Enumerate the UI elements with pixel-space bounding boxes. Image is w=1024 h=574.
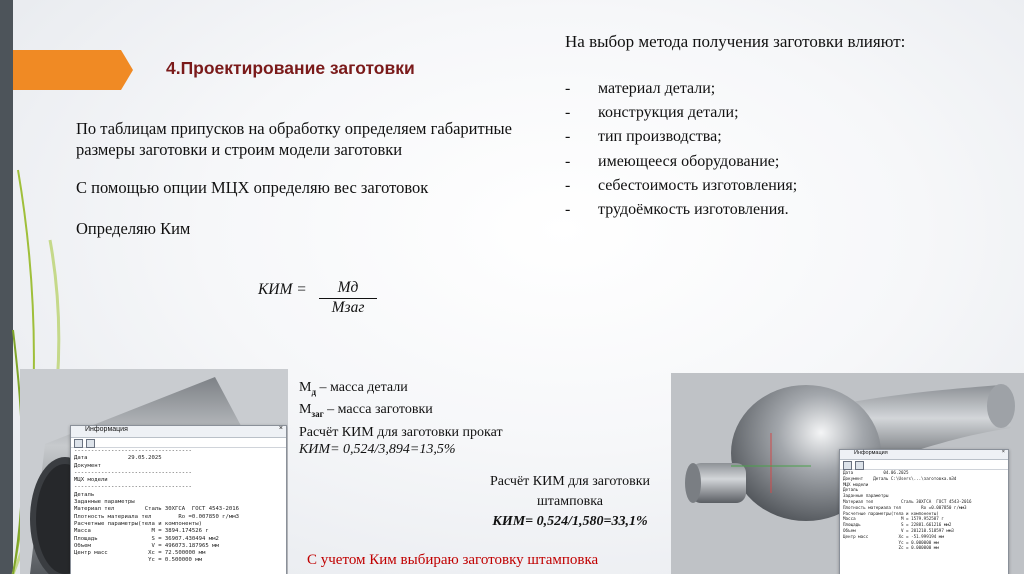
paragraph-allowances: По таблицам припусков на обработку определяем габаритные размеры заготовки и строим модели заготовки	[76, 119, 512, 159]
info-line: Площадь S = 36907.430494 мм2	[74, 535, 219, 542]
info-line: -----------------------------------	[74, 469, 192, 476]
formula-lhs: КИМ =	[258, 281, 307, 298]
info-line: Деталь	[843, 487, 859, 493]
conclusion-text: С учетом Ким выбираю заготовку штамповка	[307, 552, 599, 568]
list-marker: -	[565, 80, 571, 97]
info-line: Объем V = 201210.518597 мм3	[843, 527, 954, 533]
mzag-definition: $М_{заг}$ – масса заготовки	[299, 402, 433, 420]
md-definition: $М_д$ – масса детали	[299, 380, 408, 397]
info-line: Yc = 0.500000 мм	[74, 557, 202, 564]
info-line: Документ	[74, 462, 101, 469]
stamping-kim: КИМ= 0,524/1,580=33,1%	[492, 514, 648, 529]
info-line: Zc = 0.000000 мм	[843, 545, 939, 551]
list-item: - себестоимость изготовления;	[565, 174, 797, 198]
stamped-blank-screenshot	[671, 373, 1024, 574]
formula-denominator: Мзаг	[331, 299, 365, 316]
info-line: Расчетные параметры(тела и компоненты)	[74, 520, 202, 527]
info-window-title: Информация	[85, 426, 128, 433]
title-arrow-shape	[13, 50, 133, 90]
list-item: - конструкция детали;	[565, 101, 797, 125]
info-window-titlebar[interactable]	[840, 450, 1008, 460]
print-icon[interactable]	[855, 461, 864, 470]
prokat-kim: КИМ= 0,524/3,894=13,5%	[299, 442, 456, 458]
factors-list	[565, 77, 797, 222]
info-window-title: Информация	[854, 450, 888, 456]
close-icon[interactable]: ×	[1001, 449, 1005, 455]
info-line: МЦХ модели	[843, 481, 869, 487]
paragraph-mcx: С помощью опции МЦХ определяю вес заготовок	[76, 178, 429, 197]
paragraph-kim: Определяю Ким	[76, 219, 191, 238]
info-line: Материал тел Сталь 30ХГСА ГОСТ 4543-2016	[74, 506, 240, 513]
stamping-block	[470, 472, 670, 532]
info-window-toolbar	[71, 438, 286, 448]
info-line: Деталь	[74, 491, 95, 498]
info-line: Заданные параметры	[843, 493, 889, 499]
info-line: Дата 29.05.2025	[74, 455, 162, 462]
info-window-left	[70, 425, 287, 574]
list-item: - тип производства;	[565, 125, 797, 149]
print-icon[interactable]	[86, 439, 95, 448]
list-item: - материал детали;	[565, 77, 797, 101]
info-window-titlebar[interactable]	[71, 426, 286, 438]
info-line: Центр масс Xc = -51.999194 мм	[843, 533, 944, 539]
slide-title: 4.Проектирование заготовки	[166, 58, 415, 78]
info-line: -----------------------------------	[74, 484, 192, 491]
info-line: Объем V = 496073.187965 мм	[74, 542, 219, 549]
info-line: МЦХ модели	[74, 477, 108, 484]
factors-title: На выбор метода получения заготовки влияют:	[565, 32, 906, 51]
info-line: Масса M = 1579.952587 г	[843, 516, 944, 522]
info-line: Заданные параметры	[74, 499, 135, 506]
info-line: Дата 04.06.2025	[843, 470, 909, 475]
info-line: Площадь S = 22881.661216 мм2	[843, 522, 952, 528]
save-icon[interactable]	[843, 461, 852, 470]
info-line: Материал тел Сталь 30ХГСА ГОСТ 4543-2016	[843, 498, 972, 504]
info-line: Плотность материала тел Ro =0.007850 г/мм3	[74, 513, 240, 520]
info-line: -----------------------------------	[74, 448, 192, 454]
list-item: - трудоёмкость изготовления.	[565, 198, 797, 222]
info-line: Центр масс Xc = 72.500000 мм	[74, 550, 206, 557]
list-item: - имеющееся оборудование;	[565, 150, 797, 174]
formula-fraction	[319, 279, 377, 317]
mass-notes	[299, 379, 503, 459]
rolled-blank-screenshot	[20, 369, 288, 574]
info-line: Масса M = 3894.174526 г	[74, 528, 209, 535]
formula-numerator: Мд	[319, 279, 377, 299]
prokat-label: Расчёт КИМ для заготовки прокат	[299, 424, 503, 440]
info-window-toolbar	[840, 460, 1008, 470]
list-marker: -	[565, 128, 571, 146]
info-line: Документ Деталь C:\Users\...\заготовка.m3d	[843, 475, 957, 481]
info-line: Расчетные параметры(тела и компоненты)	[843, 510, 939, 516]
save-icon[interactable]	[74, 439, 83, 448]
info-window-right	[839, 449, 1009, 574]
close-icon[interactable]: ×	[278, 425, 283, 432]
info-line: Плотность материала тел Ro =0.007850 г/мм3	[843, 504, 967, 510]
stamping-line1: Расчёт КИМ для заготовки	[489, 474, 651, 489]
info-line: Yc = 0.000000 мм	[843, 539, 939, 545]
list-marker: -	[565, 152, 571, 170]
list-marker: -	[565, 176, 571, 194]
list-marker: -	[565, 104, 571, 122]
list-marker: -	[565, 201, 571, 219]
stamping-line2: штамповка	[536, 494, 604, 509]
